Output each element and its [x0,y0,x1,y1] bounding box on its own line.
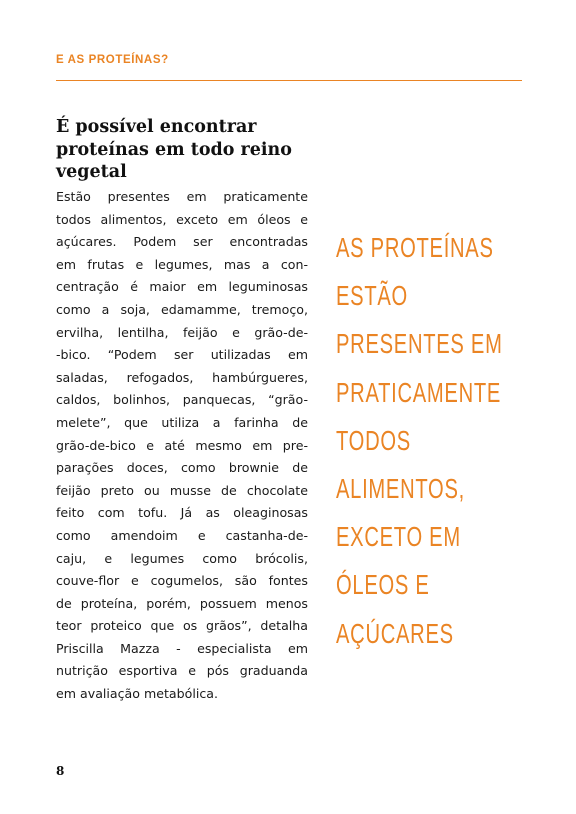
body-line: feijão preto ou musse de chocolate [56,482,308,498]
pull-quote-line: ÓLEOS E [336,569,430,601]
body-line: de proteína, porém, possuem menos [56,595,308,611]
body-line: em avaliação metabólica. [56,686,218,702]
body-line: melete”, que utiliza a farinha de [56,414,308,430]
body-line: teor proteico que os grãos”, detalha [56,618,308,634]
pull-quote-line: PRESENTES EM [336,328,503,360]
body-line: em frutas e legumes, mas a con- [56,256,308,272]
pull-quote [336,224,503,658]
body-line: Estão presentes em praticamente [56,189,308,204]
article-body [56,186,308,706]
header-divider [56,80,522,81]
pull-quote-line: TODOS [336,424,411,456]
body-line: caju, e legumes como brócolis, [56,550,308,566]
body-line: todos alimentos, exceto em óleos e [56,211,308,227]
page-number: 8 [56,764,65,778]
pull-quote-line: ALIMENTOS, [336,473,465,505]
pull-quote-line: AS PROTEÍNAS [336,232,494,263]
body-line: como a soja, edamamme, tremoço, [56,301,308,317]
body-line: feito com tofu. Já as oleaginosas [56,505,308,521]
body-line: caldos, bolinhos, panquecas, “grão- [56,392,308,408]
body-line: ervilha, lentilha, feijão e grão-de- [56,324,308,340]
body-line: centração é maior em leguminosas [56,279,308,295]
pull-quote-line: PRATICAMENTE [336,376,502,408]
body-line: saladas, refogados, hambúrgueres, [56,369,308,385]
body-line: Priscilla Mazza - especialista em [56,640,308,656]
body-line: grão-de-bico e até mesmo em pre- [56,437,308,453]
body-line: como amendoim e castanha-de- [56,527,308,543]
pull-quote-line: AÇÚCARES [336,617,454,649]
body-line: nutrição esportiva e pós graduanda [56,663,308,679]
body-line: couve-flor e cogumelos, são fontes [56,573,308,589]
article-heading: É possível encontrar proteínas em todo reino vegetal [56,117,292,182]
body-line: -bico. “Podem ser utilizadas em [56,347,308,363]
pull-quote-line: EXCETO EM [336,521,461,553]
section-header: E AS PROTEÍNAS? [56,54,169,66]
body-line: açúcares. Podem ser encontradas [56,234,308,250]
pull-quote-line: ESTÃO [336,280,408,312]
body-line: parações doces, como brownie de [56,460,308,476]
